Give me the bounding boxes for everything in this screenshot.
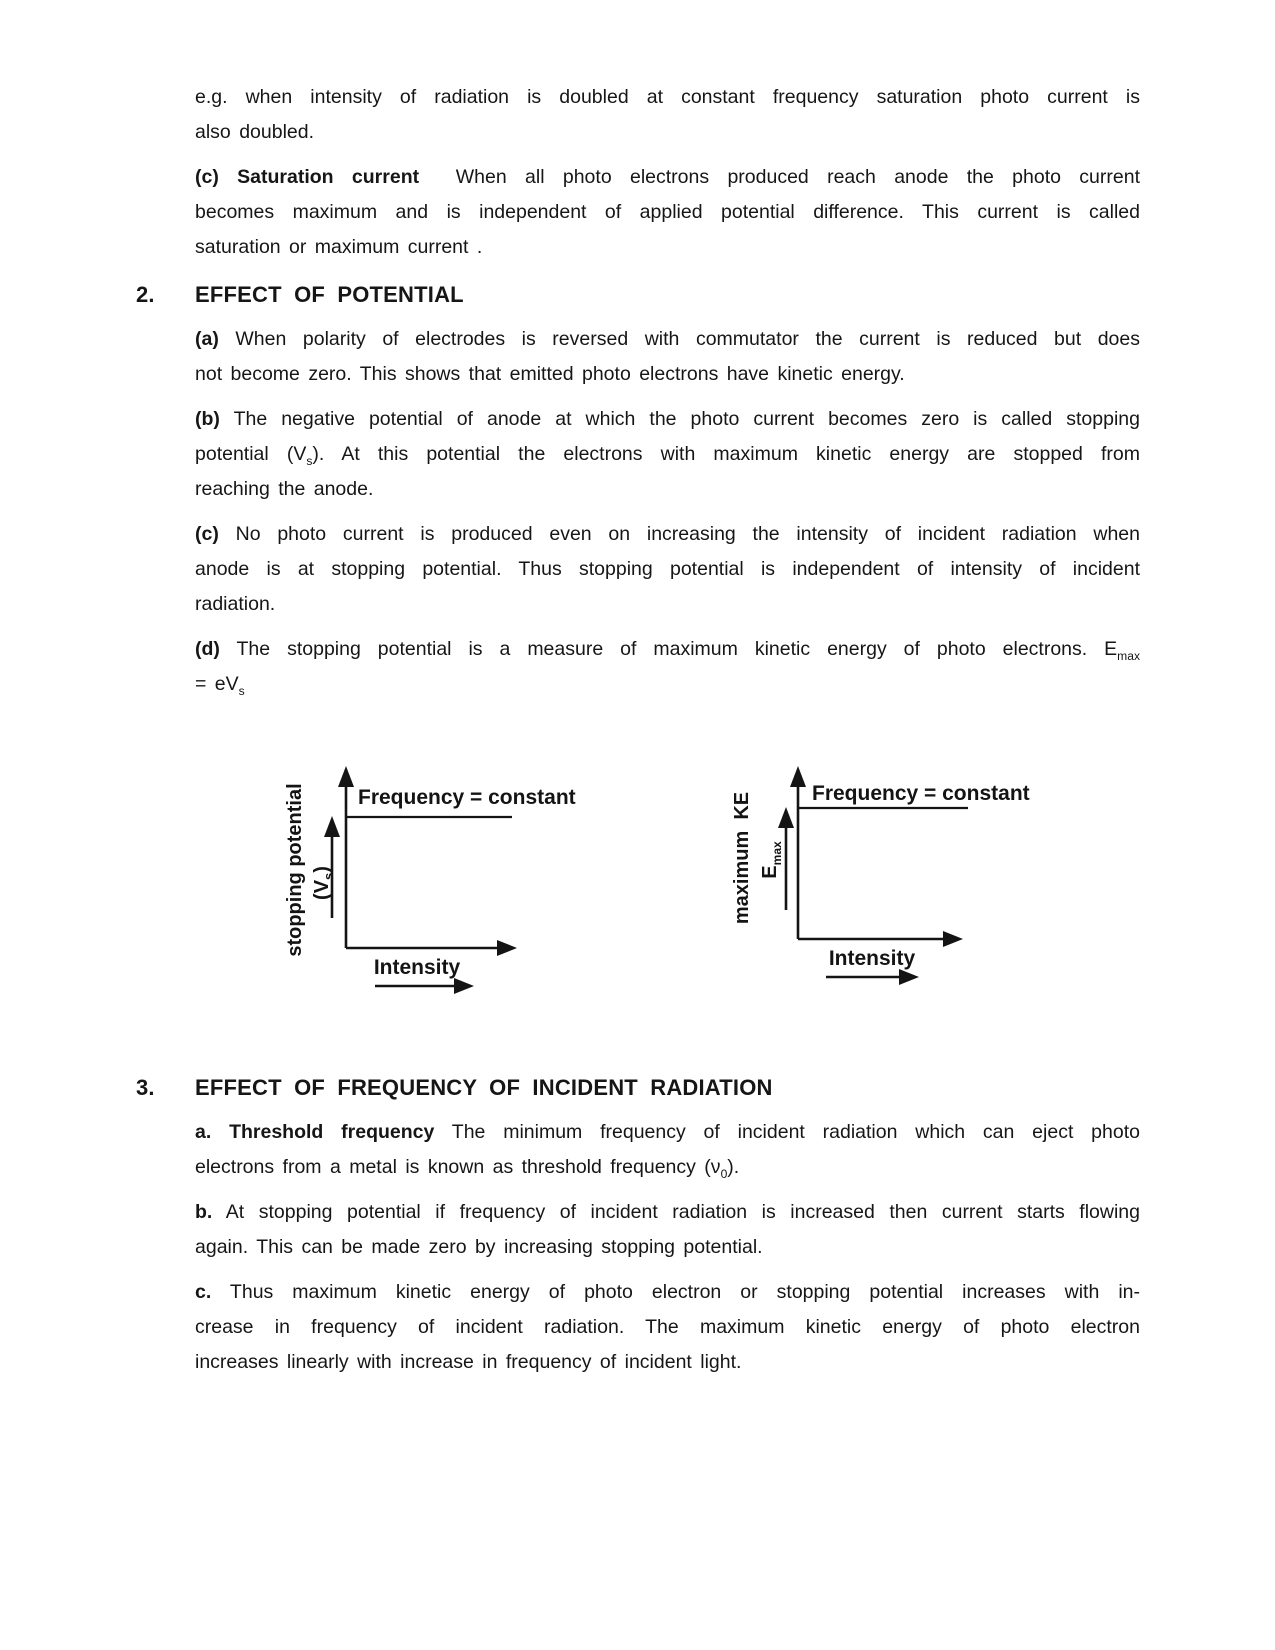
fig-right-ylabel-symbol: $E_{max}$ xyxy=(759,841,784,879)
body-text: again. This can be made zero by increasing stopping potential. xyxy=(195,1236,763,1258)
bold-text: a. Threshold frequency xyxy=(195,1121,435,1143)
text-line xyxy=(195,195,1140,230)
fig-right-xlabel: Intensity xyxy=(828,947,916,970)
paragraph xyxy=(195,80,1140,150)
text-line xyxy=(195,357,1140,392)
section-title: EFFECT OF POTENTIAL xyxy=(195,282,464,307)
body-text: increases linearly with increase in frequency of incident light. xyxy=(195,1351,742,1373)
paragraph xyxy=(195,1195,1140,1265)
y-axis-arrowhead-icon xyxy=(790,766,806,787)
text-line xyxy=(195,322,1140,357)
body-text: = eV xyxy=(195,673,239,695)
paragraph xyxy=(195,632,1140,702)
paragraph xyxy=(195,1115,1140,1185)
paragraph xyxy=(195,402,1140,507)
bold-text: (a) xyxy=(195,328,219,350)
text-line xyxy=(195,115,1140,150)
body-text: Thus maximum kinetic energy of photo electron or stopping potential increases with in- xyxy=(211,1281,1140,1303)
bold-text: (c) xyxy=(195,523,219,545)
fig-right-ylabel: maximum KE xyxy=(731,791,753,925)
section-heading xyxy=(136,277,1140,312)
y-label-arrowhead-icon xyxy=(778,807,794,828)
text-line xyxy=(195,472,1140,507)
body-text: When polarity of electrodes is reversed with commutator the current is reduced but does xyxy=(218,328,1140,350)
bold-text: b. xyxy=(195,1201,213,1223)
text-line xyxy=(195,1150,1140,1185)
body-text: ). xyxy=(727,1156,740,1178)
bold-text: (b) xyxy=(195,408,220,430)
fig-left-title: Frequency = constant xyxy=(358,786,576,809)
text-line xyxy=(195,160,1140,195)
text-line xyxy=(195,552,1140,587)
section-number: 2. xyxy=(136,282,155,307)
paragraph xyxy=(195,517,1140,622)
x-label-arrowhead-icon xyxy=(899,969,919,985)
bold-text: (d) xyxy=(195,638,220,660)
body-text: becomes maximum and is independent of applied potential difference. This current is called xyxy=(195,201,1140,223)
body-text: not become zero. This shows that emitted photo electrons have kinetic energy. xyxy=(195,363,905,385)
figure-max-ke-vs-intensity xyxy=(731,720,1035,1010)
body-text: also doubled. xyxy=(195,121,315,143)
body-text: electrons from a metal is known as threshold frequency (ν xyxy=(195,1156,721,1178)
figures-row xyxy=(195,720,1140,1020)
text-line xyxy=(195,667,1140,702)
text-blocks-bottom xyxy=(136,1070,1140,1380)
body-text: The minimum frequency of incident radiation which can eject photo xyxy=(434,1121,1140,1143)
body-text: The negative potential of anode at which the photo current becomes zero is called stopping xyxy=(219,408,1140,430)
body-text: anode is at stopping potential. Thus stopping potential is independent of intensity of incident xyxy=(195,558,1140,580)
bold-text: (c) Saturation current xyxy=(195,166,420,188)
fig-left-ylabel-symbol: $(V_s)$ xyxy=(311,866,336,900)
paragraph xyxy=(195,1275,1140,1380)
section-title: EFFECT OF FREQUENCY OF INCIDENT RADIATION xyxy=(195,1075,773,1100)
body-text: saturation or maximum current . xyxy=(195,236,483,258)
y-axis-arrowhead-icon xyxy=(338,766,354,787)
body-text: e.g. when intensity of radiation is doubled at constant frequency saturation photo current is xyxy=(195,86,1140,108)
text-line xyxy=(195,1195,1140,1230)
text-line xyxy=(195,437,1140,472)
subscript-text: 0 xyxy=(720,1166,728,1181)
text-line xyxy=(195,632,1140,667)
text-line xyxy=(195,517,1140,552)
fig-right-title: Frequency = constant xyxy=(812,782,1030,805)
subscript-text: max xyxy=(1117,648,1140,663)
bold-text: c. xyxy=(195,1281,212,1303)
text-line xyxy=(195,1275,1140,1310)
body-text: At stopping potential if frequency of incident radiation is increased then current starts flowing xyxy=(212,1201,1140,1223)
text-line xyxy=(195,1310,1140,1345)
body-text: reaching the anode. xyxy=(195,478,374,500)
text-line xyxy=(195,1115,1140,1150)
body-text: potential (V xyxy=(195,443,307,465)
x-axis-arrowhead-icon xyxy=(943,931,963,947)
text-line xyxy=(195,230,1140,265)
body-text: ). At this potential the electrons with maximum kinetic energy are stopped from xyxy=(312,443,1140,465)
x-axis-arrowhead-icon xyxy=(497,940,517,956)
figure-stopping-potential-vs-intensity xyxy=(265,720,585,1010)
paragraph xyxy=(195,160,1140,265)
text-line xyxy=(195,587,1140,622)
paragraph xyxy=(195,322,1140,392)
fig-left-ylabel: stopping potential xyxy=(284,783,306,957)
text-line xyxy=(195,402,1140,437)
text-line xyxy=(195,1345,1140,1380)
fig-left-xlabel: Intensity xyxy=(373,956,461,979)
text-blocks-top xyxy=(136,80,1140,702)
text-line xyxy=(195,80,1140,115)
subscript-text: s xyxy=(306,453,313,468)
x-label-arrowhead-icon xyxy=(454,978,474,994)
text-line xyxy=(195,1230,1140,1265)
subscript-text: s xyxy=(238,683,245,698)
y-label-arrowhead-icon xyxy=(324,816,340,837)
section-heading xyxy=(136,1070,1140,1105)
body-text: The stopping potential is a measure of maximum kinetic energy of photo electrons. E xyxy=(219,638,1118,660)
body-text: crease in frequency of incident radiation. The maximum kinetic energy of photo electron xyxy=(195,1316,1140,1338)
section-number: 3. xyxy=(136,1075,155,1100)
body-text: radiation. xyxy=(195,593,276,615)
body-text: When all photo electrons produced reach anode the photo current xyxy=(419,166,1140,188)
body-text: No photo current is produced even on increasing the intensity of incident radiation when xyxy=(218,523,1140,545)
